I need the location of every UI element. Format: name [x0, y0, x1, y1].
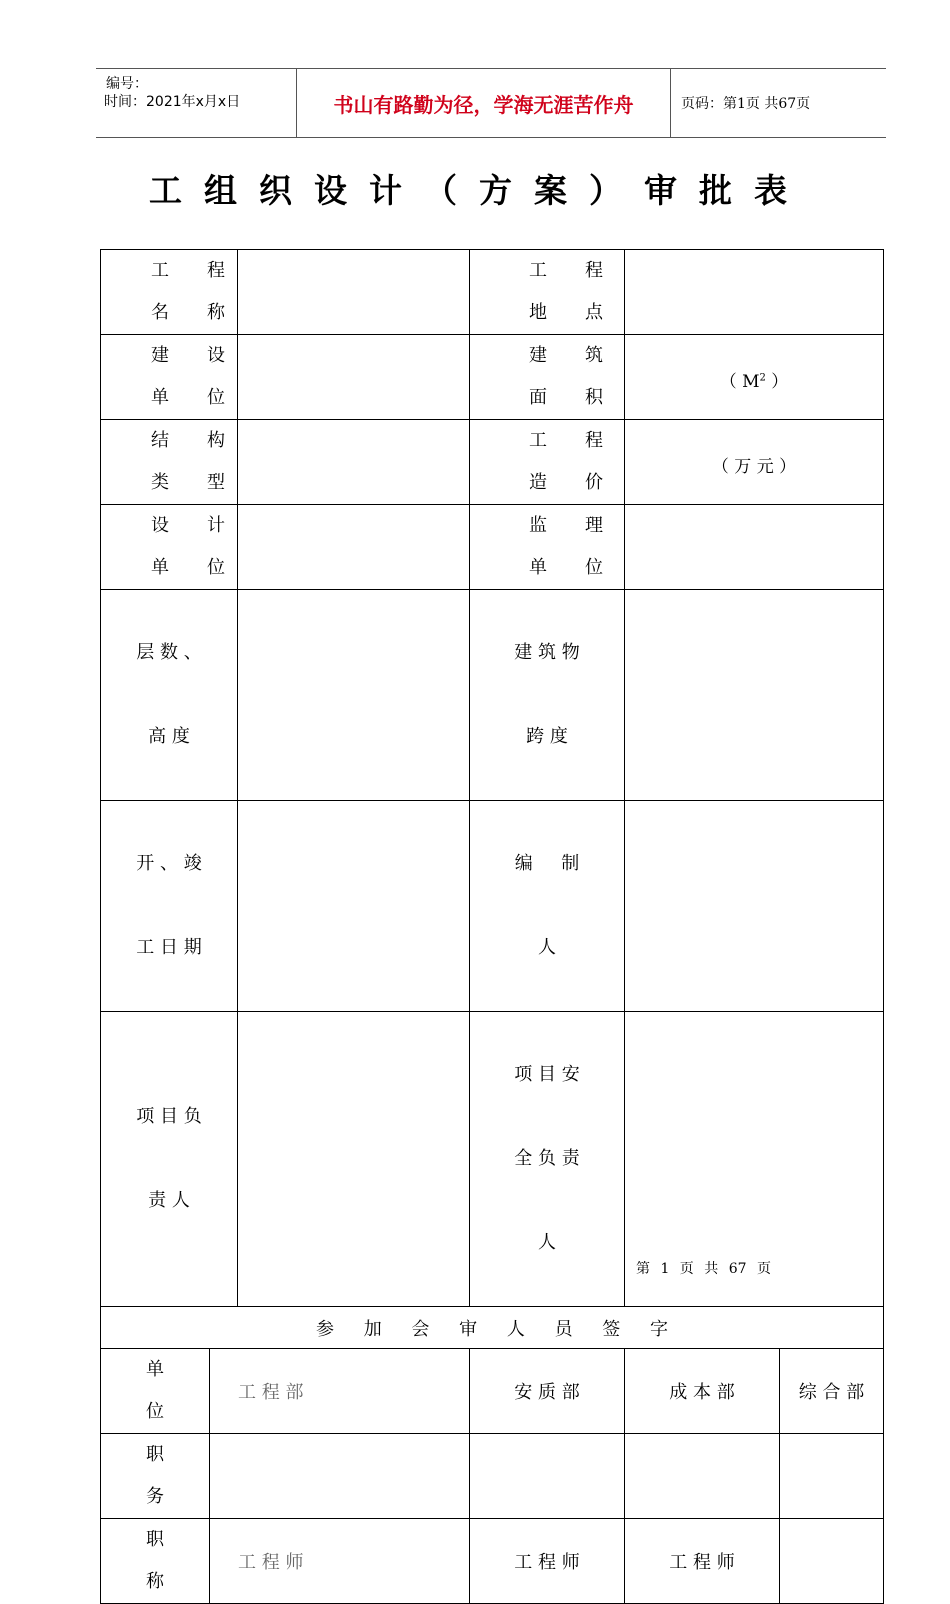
page-footer: 第 1 页 共 67 页 [636, 1261, 771, 1277]
field-compiler[interactable] [625, 801, 884, 1012]
title-safety: 工 程 师 [470, 1519, 625, 1604]
field-duty-general[interactable] [780, 1434, 883, 1518]
field-duty-engineering[interactable] [210, 1434, 470, 1519]
field-structure-type[interactable] [238, 420, 470, 505]
field-design-unit[interactable] [238, 505, 470, 590]
dept-cost: 成 本 部 [625, 1349, 780, 1433]
form-row-project-name [101, 250, 884, 335]
label-structure-type: 结构 类型 [101, 420, 238, 505]
approval-form-table [100, 249, 884, 1604]
label-supervision-unit: 监理 单位 [470, 505, 625, 590]
label-project-name: 工程 名称 [101, 250, 238, 335]
form-row-dates [101, 801, 884, 1012]
header-motto: 书山有路勤为径，学海无涯苦作舟 [333, 92, 634, 117]
cost-unit-text: （ 万 元 ） [711, 457, 797, 477]
label-sign-duty: 职 务 [101, 1434, 210, 1519]
document-number-label: 编号： [106, 76, 148, 92]
sign-section-header: 参 加 会 审 人 员 签 字 [101, 1307, 884, 1349]
form-row-builder [101, 335, 884, 420]
field-project-cost[interactable] [625, 420, 884, 505]
field-start-end-date[interactable] [238, 801, 470, 1012]
dept-safety-quality: 安 质 部 [470, 1349, 625, 1434]
title-engineering: 工 程 师 [210, 1519, 470, 1604]
field-duty-right [625, 1434, 884, 1519]
field-project-manager[interactable] [238, 1012, 470, 1307]
form-row-floors [101, 590, 884, 801]
form-row-designer [101, 505, 884, 590]
label-start-end-date: 开 、 竣 工 日 期 [101, 801, 238, 1012]
field-duty-cost[interactable] [625, 1434, 780, 1518]
label-design-unit: 设计 单位 [101, 505, 238, 590]
label-safety-manager: 项 目 安 全 负 责 人 [470, 1012, 625, 1307]
sign-row-title [101, 1519, 884, 1604]
sign-row-unit [101, 1349, 884, 1434]
label-project-cost: 工程 造价 [470, 420, 625, 505]
header-page-info: 页码：第1页 共67页 [681, 96, 811, 112]
field-duty-safety[interactable] [470, 1434, 625, 1519]
label-project-manager: 项 目 负 责 人 [101, 1012, 238, 1307]
label-compiler: 编 制 人 [470, 801, 625, 1012]
field-builder[interactable] [238, 335, 470, 420]
title-general[interactable] [780, 1519, 883, 1603]
area-unit-text: （ M [719, 372, 760, 392]
label-sign-unit: 单 位 [101, 1349, 210, 1434]
label-project-location: 工程 地点 [470, 250, 625, 335]
sign-header-row [101, 1307, 884, 1349]
document-time-label: 时间：2021年x月x日 [104, 94, 241, 110]
dept-general: 综 合 部 [798, 1382, 865, 1403]
title-cost: 工 程 师 [625, 1519, 780, 1603]
dept-engineering: 工 程 部 [210, 1349, 470, 1434]
field-project-location[interactable] [625, 250, 884, 335]
label-floors-height: 层 数 、 高 度 [101, 590, 238, 801]
label-sign-title: 职 称 [101, 1519, 210, 1604]
form-row-structure [101, 420, 884, 505]
document-header [96, 68, 886, 138]
label-building-area: 建筑 面积 [470, 335, 625, 420]
label-builder: 建设 单位 [101, 335, 238, 420]
header-meta-cell [96, 69, 297, 137]
label-building-span: 建 筑 物 跨 度 [470, 590, 625, 801]
dept-group-right [625, 1349, 884, 1434]
header-page-cell [671, 69, 886, 137]
field-building-area[interactable] [625, 335, 884, 420]
field-project-name[interactable] [238, 250, 470, 335]
field-floors-height[interactable] [238, 590, 470, 801]
field-building-span[interactable] [625, 590, 884, 801]
header-motto-cell [297, 69, 671, 137]
form-title: 工组织设计（方案）审批表 [149, 171, 809, 210]
area-unit-close: ） [765, 372, 789, 392]
sign-row-duty [101, 1434, 884, 1519]
title-group-right [625, 1519, 884, 1604]
field-supervision-unit[interactable] [625, 505, 884, 590]
area-unit-sup: 2 [759, 372, 766, 384]
